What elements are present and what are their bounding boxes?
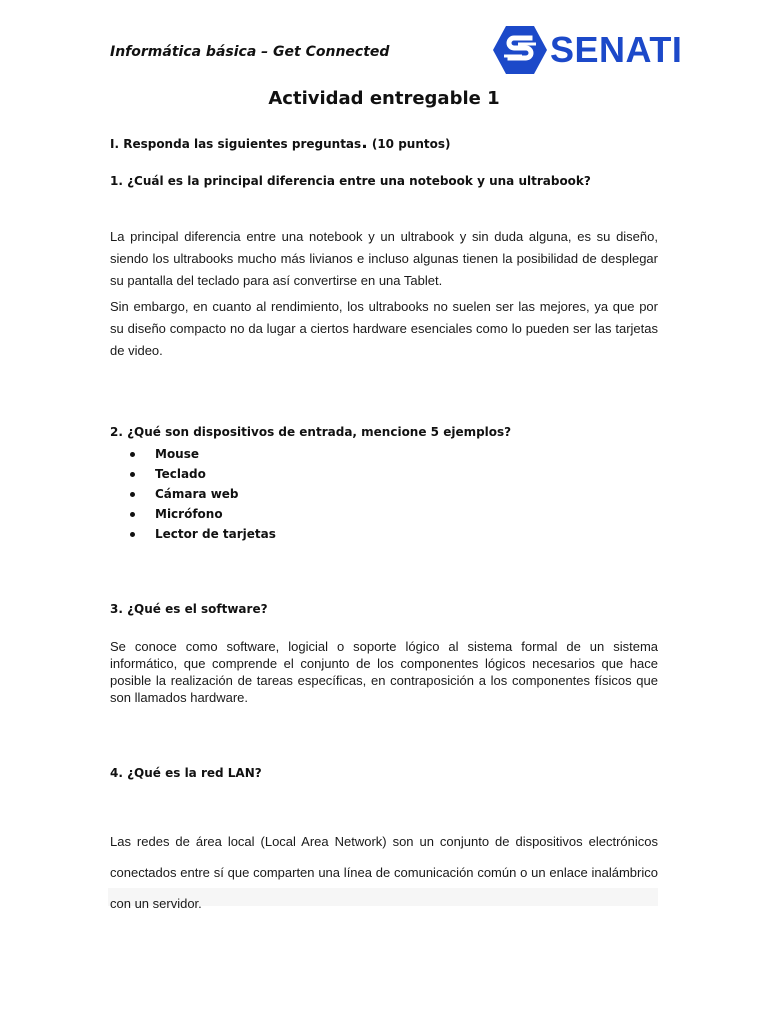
- section-heading: [110, 133, 451, 153]
- input-devices-list: [130, 444, 276, 544]
- section-dot: .: [361, 133, 368, 153]
- bullet-icon: [130, 512, 135, 517]
- bullet-icon: [130, 452, 135, 457]
- answer-1-paragraph-2: Sin embargo, en cuanto al rendimiento, los ultrabooks no suelen ser las mejores, ya que por su diseño compacto no da lugar a ciertos hardware esenciales como lo pueden ser las tarjetas de video.: [110, 299, 658, 358]
- bullet-icon: [130, 472, 135, 477]
- senati-logo: [492, 24, 692, 76]
- course-title: Informática básica – Get Connected: [110, 44, 390, 60]
- question-2: 2. ¿Qué son dispositivos de entrada, mencione 5 ejemplos?: [110, 425, 512, 439]
- list-item: Lector de tarjetas: [130, 524, 276, 544]
- list-item: Micrófono: [130, 504, 276, 524]
- question-3: 3. ¿Qué es el software?: [110, 602, 268, 616]
- list-item: Teclado: [130, 464, 276, 484]
- bullet-icon: [130, 492, 135, 497]
- question-4: 4. ¿Qué es la red LAN?: [110, 766, 262, 780]
- list-item: Cámara web: [130, 484, 276, 504]
- answer-1-paragraph-1: La principal diferencia entre una notebook y un ultrabook y sin duda alguna, es su diseño, siendo los ultrabooks mucho más livianos e incluso algunas tienen la posibilidad de desplegar su pantalla del teclado para así convertirse en una Tablet.: [110, 229, 658, 288]
- answer-3-paragraph: Se conoce como software, logicial o soporte lógico al sistema formal de un sistema informático, que comprende el conjunto de los componentes lógicos necesarios que hace posible la realización de tareas específicas, en contraposición a los componentes físicos que son llamados hardware.: [110, 639, 658, 705]
- answer-4-paragraph: Las redes de área local (Local Area Network) son un conjunto de dispositivos electrónicos conectados entre sí que comparten una línea de comunicación común o un enlace inalámbrico con un servidor.: [110, 834, 658, 911]
- question-1: 1. ¿Cuál es la principal diferencia entre una notebook y una ultrabook?: [110, 174, 591, 188]
- list-item: Mouse: [130, 444, 276, 464]
- bullet-icon: [130, 532, 135, 537]
- senati-logo-icon: [492, 24, 548, 76]
- section-label: I. Responda las siguientes preguntas: [110, 137, 362, 151]
- section-points: (10 puntos): [371, 137, 451, 151]
- logo-wordmark: SENATI: [550, 29, 683, 70]
- document-title: Actividad entregable 1: [268, 88, 500, 109]
